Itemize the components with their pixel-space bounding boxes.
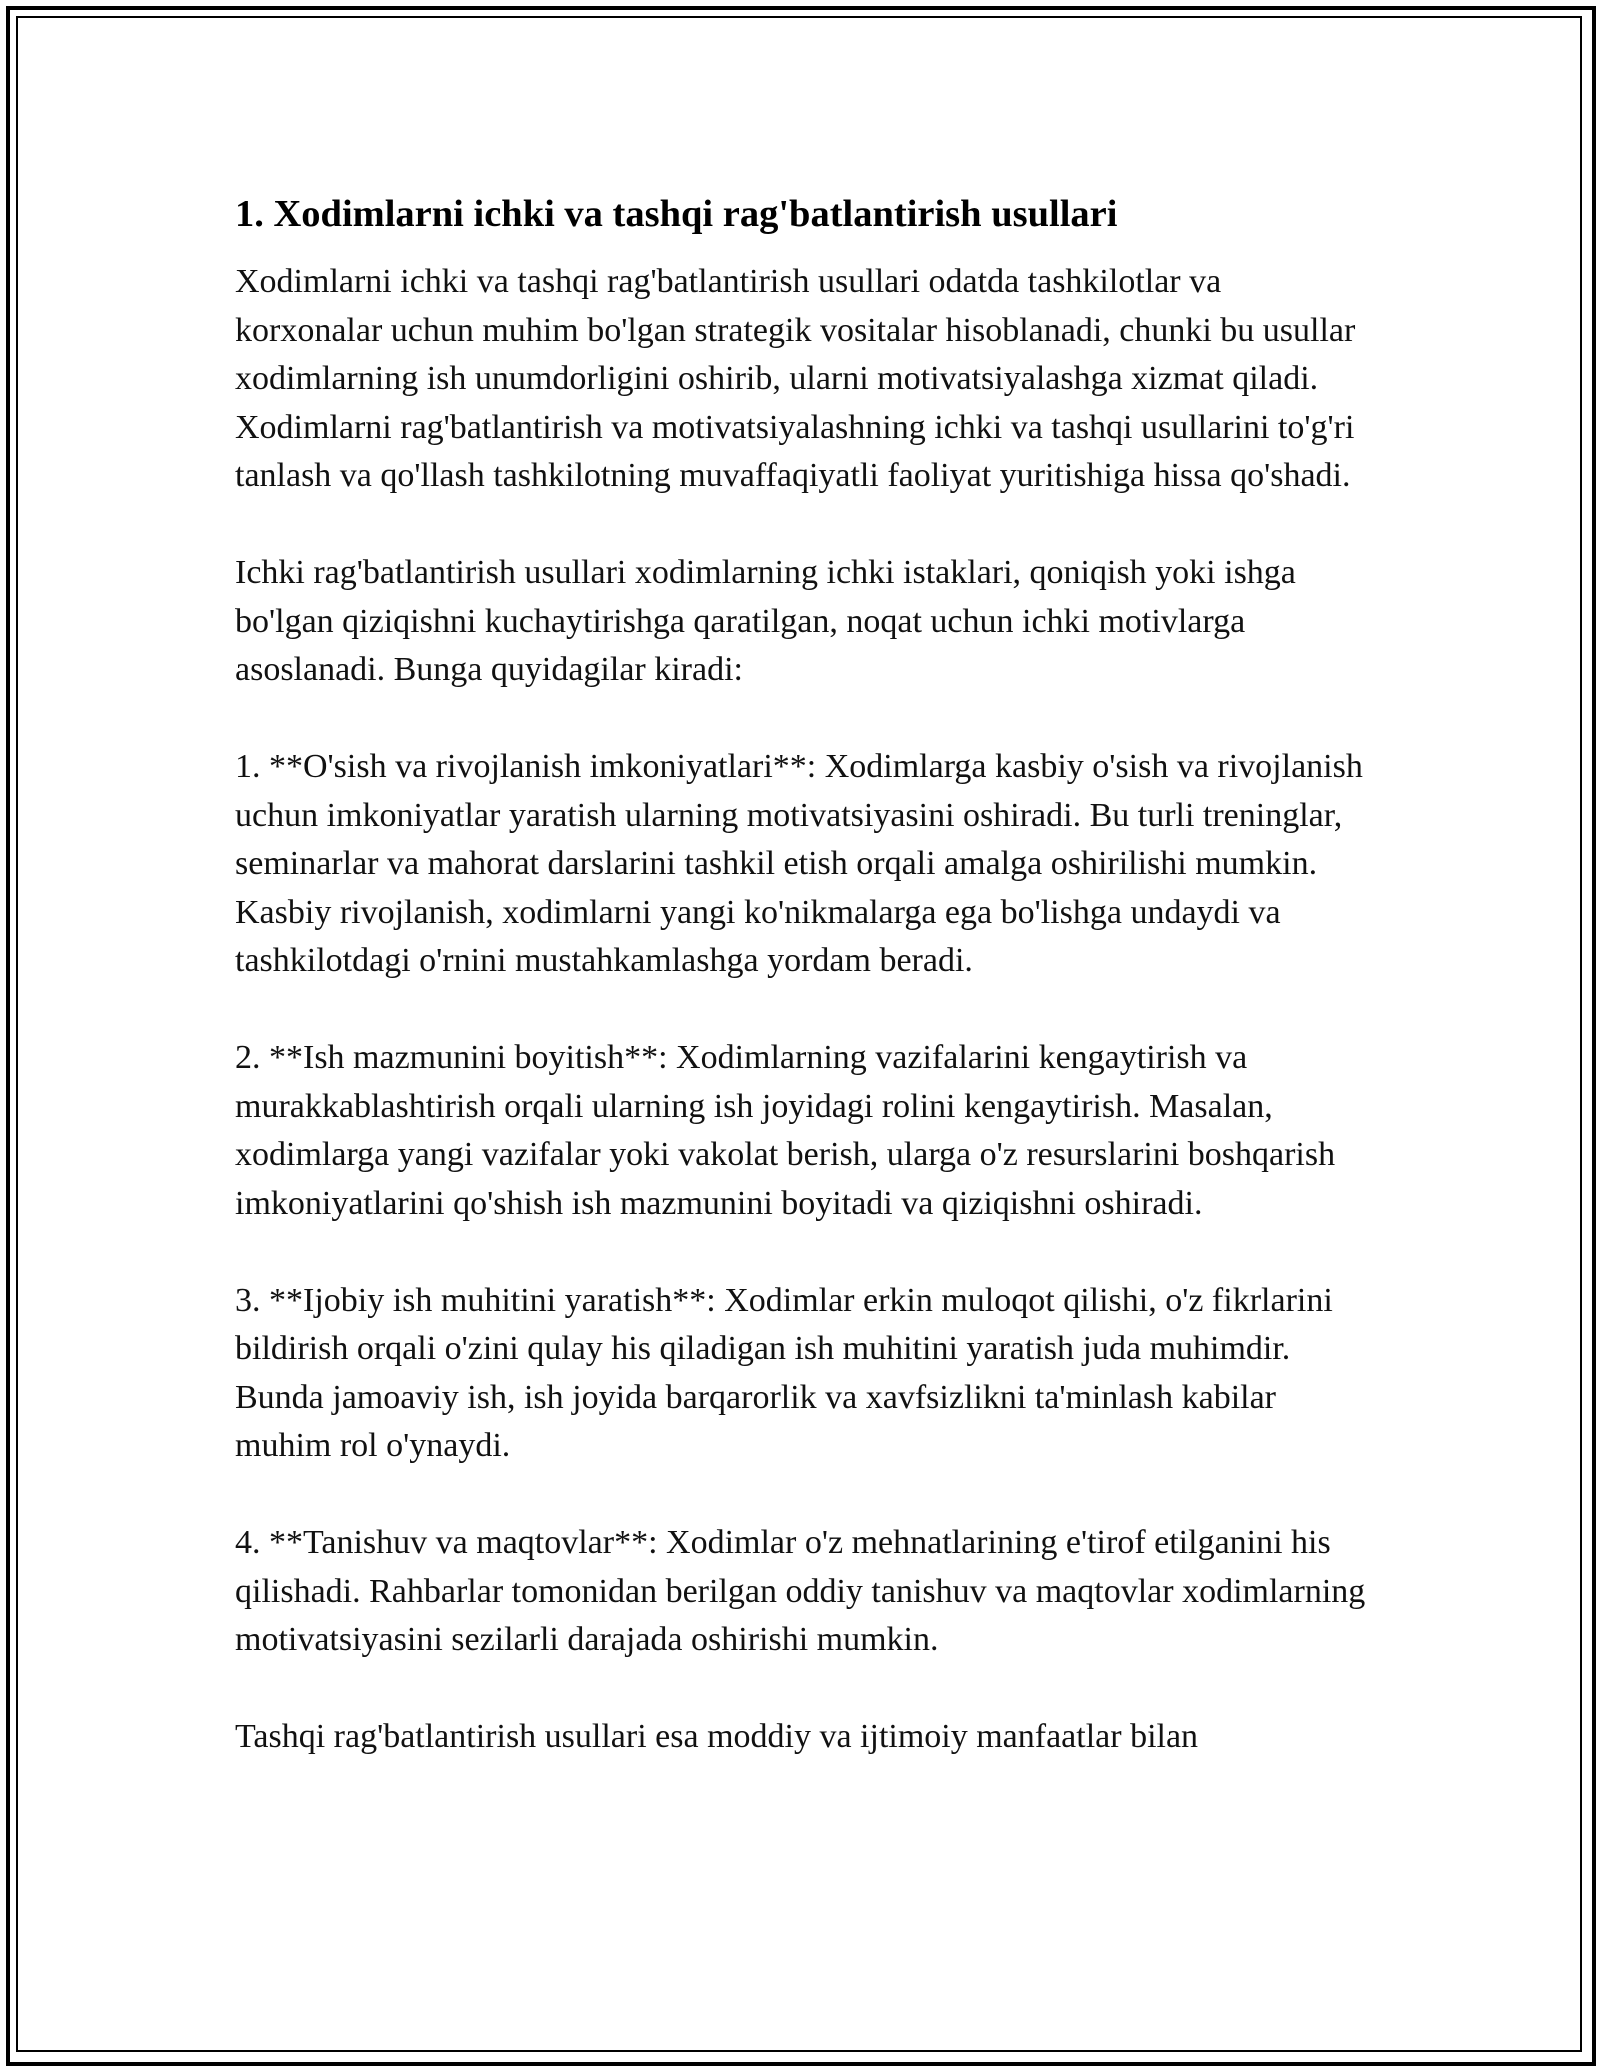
list-item-positive-environment: 3. **Ijobiy ish muhitini yaratish**: Xodimlar erkin muloqot qilishi, o'z fikrlarini bildirish orqali o'zini qulay his qiladigan ish muhitini yaratish juda muhimdir. Bunda jamoaviy ish, ish joyida barqarorlik va xavfsizlikni ta'minlash kabilar muhim rol o'ynaydi. [235, 1281, 1333, 1464]
intrinsic-methods-paragraph: Ichki rag'batlantirish usullari xodimlarning ichki istaklari, qoniqish yoki ishga bo'lgan qiziqishni kuchaytirishga qaratilgan, noqat uchun ichki motivlarga asoslanadi. Bunga quyidagilar kiradi: [235, 554, 1296, 688]
list-item-recognition: 4. **Tanishuv va maqtovlar**: Xodimlar o'z mehnatlarining e'tirof etilganini his qilishadi. Rahbarlar tomonidan berilgan oddiy tanishuv va maqtovlar xodimlarning motivatsiyasini sezilarli darajada oshirishi mumkin. [235, 1524, 1366, 1658]
extrinsic-methods-paragraph: Tashqi rag'batlantirish usullari esa moddiy va ijtimoiy manfaatlar bilan [235, 1718, 1199, 1755]
intro-paragraph: Xodimlarni ichki va tashqi rag'batlantirish usullari odatda tashkilotlar va korxonalar uchun muhim bo'lgan strategik vositalar hisoblanadi, chunki bu usullar xodimlarning ish unumdorligini oshirib, ularni motivatsiyalashga xizmat qiladi. Xodimlarni rag'batlantirish va motivatsiyalashning ichki va tashqi usullarini to'g'ri tanlash va qo'llash tashkilotning muvaffaqiyatli faoliyat yuritishiga hissa qo'shadi. [235, 263, 1356, 494]
list-item-job-enrichment: 2. **Ish mazmunini boyitish**: Xodimlarning vazifalarini kengaytirish va murakkablashtirish orqali ularning ish joyidagi rolini kengaytirish. Masalan, xodimlarga yangi vazifalar yoki vakolat berish, ularga o'z resurslarini boshqarish imkoniyatlarini qo'shish ish mazmunini boyitadi va qiziqishni oshiradi. [235, 1039, 1336, 1222]
document-body [235, 188, 1375, 1762]
section-heading: 1. Xodimlarni ichki va tashqi rag'batlantirish usullari [235, 193, 1118, 235]
list-item-growth: 1. **O'sish va rivojlanish imkoniyatlari**: Xodimlarga kasbiy o'sish va rivojlanish uchun imkoniyatlar yaratish ularning motivatsiyasini oshiradi. Bu turli treninglar, seminarlar va mahorat darslarini tashkil etish orqali amalga oshirilishi mumkin. Kasbiy rivojlanish, xodimlarni yangi ko'nikmalarga ega bo'lishga undaydi va tashkilotdagi o'rnini mustahkamlashga yordam beradi. [235, 748, 1363, 979]
